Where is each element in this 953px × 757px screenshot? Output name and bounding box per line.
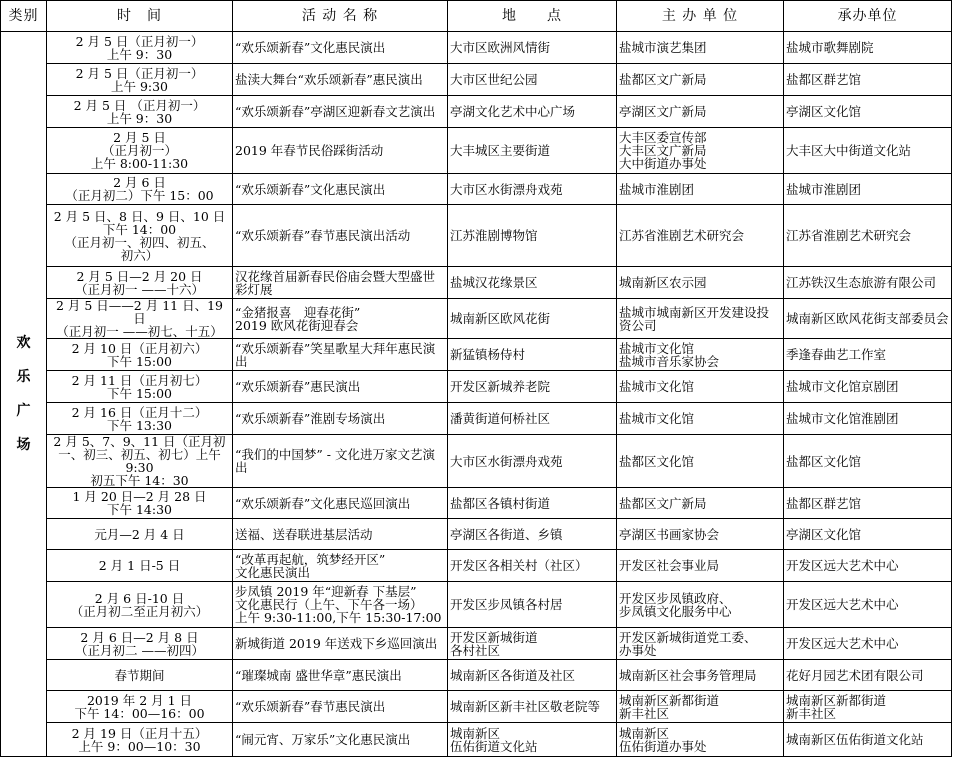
- location-cell: 大市区水街漂舟戏苑: [448, 174, 617, 205]
- activity-name-cell: “欢乐颂新春”文化惠民巡回演出: [233, 488, 448, 519]
- host-cell: 盐城市文化馆: [617, 371, 784, 403]
- organizer-cell: 江苏省淮剧艺术研究会: [784, 205, 952, 267]
- host-cell: 盐都区文化馆: [617, 435, 784, 488]
- time-cell: 2 月 16 日（正月十二） 下午 13:30: [47, 403, 233, 435]
- activity-name-cell: 盐渎大舞台“欢乐颂新春”惠民演出: [233, 64, 448, 96]
- host-cell: 盐城市演艺集团: [617, 32, 784, 64]
- time-cell: 2 月 5 日 （正月初一） 上午 8:00-11:30: [47, 128, 233, 174]
- organizer-cell: 城南新区伍佑街道文化站: [784, 723, 952, 757]
- location-cell: 城南新区 伍佑街道文化站: [448, 723, 617, 757]
- table-row: [1, 403, 952, 435]
- location-cell: 大市区水街漂舟戏苑: [448, 435, 617, 488]
- host-cell: 亭湖区文广新局: [617, 96, 784, 128]
- time-cell: 2 月 5 日（正月初一） 上午 9：30: [47, 32, 233, 64]
- host-cell: 江苏省淮剧艺术研究会: [617, 205, 784, 267]
- time-cell: 2 月 6 日-10 日 （正月初二至正月初六）: [47, 582, 233, 628]
- organizer-cell: 盐都区群艺馆: [784, 488, 952, 519]
- time-cell: 2 月 5 日 （正月初一） 上午 9：30: [47, 96, 233, 128]
- organizer-cell: 开发区远大艺术中心: [784, 550, 952, 582]
- activity-name-cell: “金猪报喜 迎春花街” 2019 欧风花街迎春会: [233, 299, 448, 339]
- time-cell: 2 月 5 日——2 月 11 日、19 日 （正月初一 ——初七、十五）: [47, 299, 233, 339]
- organizer-cell: 江苏铁汉生态旅游有限公司: [784, 267, 952, 299]
- activity-name-cell: 步凤镇 2019 年“迎新春 下基层” 文化惠民行（上午、下午各一场） 上午 9:30-11:00,下午 15:30-17:00: [233, 582, 448, 628]
- time-cell: 春节期间: [47, 660, 233, 691]
- activity-name-cell: “璀璨城南 盛世华章”惠民演出: [233, 660, 448, 691]
- table-row: [1, 488, 952, 519]
- header-category: 类别: [1, 1, 47, 32]
- location-cell: 开发区新城养老院: [448, 371, 617, 403]
- location-cell: 大市区世纪公园: [448, 64, 617, 96]
- host-cell: 盐城市淮剧团: [617, 174, 784, 205]
- organizer-cell: 盐城市文化馆淮剧团: [784, 403, 952, 435]
- activity-name-cell: “闹元宵、万家乐”文化惠民演出: [233, 723, 448, 757]
- host-cell: 开发区社会事业局: [617, 550, 784, 582]
- header-row: [1, 1, 952, 32]
- activity-name-cell: “欢乐颂新春”淮剧专场演出: [233, 403, 448, 435]
- activity-name-cell: 送福、送春联进基层活动: [233, 519, 448, 550]
- time-cell: 2 月 5 日、8 日、9 日、10 日 下午 14：00 （正月初一、初四、初五、 初六）: [47, 205, 233, 267]
- location-cell: 开发区新城街道 各村社区: [448, 628, 617, 660]
- host-cell: 城南新区新都街道 新丰社区: [617, 691, 784, 723]
- activity-name-cell: 2019 年春节民俗踩街活动: [233, 128, 448, 174]
- host-cell: 盐城市文化馆 盐城市音乐家协会: [617, 339, 784, 371]
- header-time: 时 间: [47, 1, 233, 32]
- location-cell: 城南新区欧风花街: [448, 299, 617, 339]
- time-cell: 2019 年 2 月 1 日 下午 14：00—16：00: [47, 691, 233, 723]
- location-cell: 开发区步凤镇各村居: [448, 582, 617, 628]
- host-cell: 开发区新城街道党工委、 办事处: [617, 628, 784, 660]
- header-activity-name: 活 动 名 称: [233, 1, 448, 32]
- location-cell: 大市区欧洲风情街: [448, 32, 617, 64]
- header-host: 主 办 单 位: [617, 1, 784, 32]
- time-cell: 元月—2 月 4 日: [47, 519, 233, 550]
- activity-name-cell: 汉花缘首届新春民俗庙会暨大型盛世彩灯展: [233, 267, 448, 299]
- activity-name-cell: “我们的中国梦” - 文化进万家文艺演出: [233, 435, 448, 488]
- table-row: [1, 64, 952, 96]
- table-row: [1, 267, 952, 299]
- time-cell: 2 月 11 日（正月初七） 下午 15:00: [47, 371, 233, 403]
- table-row: [1, 128, 952, 174]
- table-row: [1, 174, 952, 205]
- organizer-cell: 盐城市歌舞剧院: [784, 32, 952, 64]
- activity-name-cell: “欢乐颂新春”春节惠民演出活动: [233, 205, 448, 267]
- location-cell: 新猛镇杨侍村: [448, 339, 617, 371]
- location-cell: 潘黄街道何桥社区: [448, 403, 617, 435]
- table-row: [1, 550, 952, 582]
- table-row: [1, 519, 952, 550]
- time-cell: 2 月 10 日（正月初六） 下午 15:00: [47, 339, 233, 371]
- time-cell: 2 月 6 日—2 月 8 日 （正月初二 ——初四）: [47, 628, 233, 660]
- organizer-cell: 亭湖区文化馆: [784, 96, 952, 128]
- table-row: [1, 660, 952, 691]
- organizer-cell: 亭湖区文化馆: [784, 519, 952, 550]
- organizer-cell: 大丰区大中街道文化站: [784, 128, 952, 174]
- organizer-cell: 开发区远大艺术中心: [784, 628, 952, 660]
- organizer-cell: 盐城市文化馆京剧团: [784, 371, 952, 403]
- header-organizer: 承办单位: [784, 1, 952, 32]
- location-cell: 城南新区各街道及社区: [448, 660, 617, 691]
- organizer-cell: 盐城市淮剧团: [784, 174, 952, 205]
- location-cell: 开发区各相关村（社区）: [448, 550, 617, 582]
- organizer-cell: 城南新区欧风花街支部委员会: [784, 299, 952, 339]
- location-cell: 江苏淮剧博物馆: [448, 205, 617, 267]
- activity-name-cell: 新城街道 2019 年送戏下乡巡回演出: [233, 628, 448, 660]
- organizer-cell: 开发区远大艺术中心: [784, 582, 952, 628]
- table-row: [1, 723, 952, 757]
- table-row: [1, 299, 952, 339]
- table-row: [1, 435, 952, 488]
- location-cell: 亭湖区各街道、乡镇: [448, 519, 617, 550]
- host-cell: 盐城市城南新区开发建设投资公司: [617, 299, 784, 339]
- host-cell: 盐城市文化馆: [617, 403, 784, 435]
- organizer-cell: 盐都区群艺馆: [784, 64, 952, 96]
- table-row: [1, 582, 952, 628]
- organizer-cell: 季逢春曲艺工作室: [784, 339, 952, 371]
- time-cell: 2 月 19 日（正月十五） 上午 9：00—10：30: [47, 723, 233, 757]
- location-cell: 盐都区各镇村街道: [448, 488, 617, 519]
- table-row: [1, 96, 952, 128]
- table-row: [1, 371, 952, 403]
- host-cell: 亭湖区书画家协会: [617, 519, 784, 550]
- activity-name-cell: “欢乐颂新春”文化惠民演出: [233, 174, 448, 205]
- activity-name-cell: “欢乐颂新春”笑星歌星大拜年惠民演出: [233, 339, 448, 371]
- host-cell: 盐都区文广新局: [617, 64, 784, 96]
- location-cell: 大丰城区主要街道: [448, 128, 617, 174]
- table-row: [1, 339, 952, 371]
- table-row: [1, 32, 952, 64]
- activity-name-cell: “欢乐颂新春”亭湖区迎新春文艺演出: [233, 96, 448, 128]
- time-cell: 2 月 5 日—2 月 20 日 （正月初一 ——十六）: [47, 267, 233, 299]
- time-cell: 2 月 6 日 （正月初二）下午 15：00: [47, 174, 233, 205]
- activity-name-cell: “改革再起航，筑梦经开区” 文化惠民演出: [233, 550, 448, 582]
- host-cell: 大丰区委宣传部 大丰区文广新局 大中街道办事处: [617, 128, 784, 174]
- location-cell: 亭湖文化艺术中心广场: [448, 96, 617, 128]
- organizer-cell: 盐都区文化馆: [784, 435, 952, 488]
- host-cell: 城南新区 伍佑街道办事处: [617, 723, 784, 757]
- location-cell: 盐城汉花缘景区: [448, 267, 617, 299]
- header-location: 地 点: [448, 1, 617, 32]
- table-row: [1, 205, 952, 267]
- host-cell: 开发区步凤镇政府、 步凤镇文化服务中心: [617, 582, 784, 628]
- host-cell: 城南新区农示园: [617, 267, 784, 299]
- host-cell: 城南新区社会事务管理局: [617, 660, 784, 691]
- table-row: [1, 628, 952, 660]
- organizer-cell: 城南新区新都街道 新丰社区: [784, 691, 952, 723]
- location-cell: 城南新区新丰社区敬老院等: [448, 691, 617, 723]
- activity-name-cell: “欢乐颂新春”惠民演出: [233, 371, 448, 403]
- table-row: [1, 691, 952, 723]
- time-cell: 2 月 5、7、9、11 日（正月初 一、初三、初五、初七）上午 9:30 初五下午 14：30: [47, 435, 233, 488]
- activity-name-cell: “欢乐颂新春”春节惠民演出: [233, 691, 448, 723]
- time-cell: 2 月 5 日（正月初一） 上午 9:30: [47, 64, 233, 96]
- organizer-cell: 花好月园艺术团有限公司: [784, 660, 952, 691]
- activity-name-cell: “欢乐颂新春”文化惠民演出: [233, 32, 448, 64]
- host-cell: 盐都区文广新局: [617, 488, 784, 519]
- category-cell: 欢 乐 广 场: [1, 32, 47, 757]
- time-cell: 1 月 20 日—2 月 28 日 下午 14:30: [47, 488, 233, 519]
- time-cell: 2 月 1 日-5 日: [47, 550, 233, 582]
